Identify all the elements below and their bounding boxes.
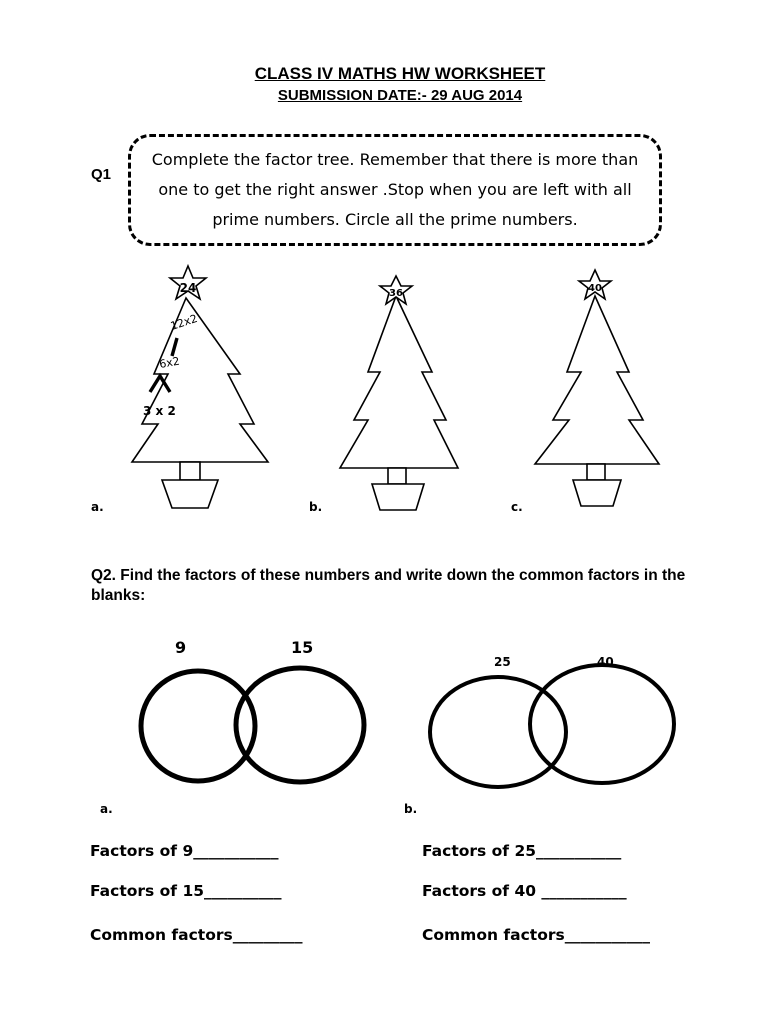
tree-c-pot (573, 480, 621, 506)
tree-c-body (535, 296, 659, 464)
venn-a-right-number: 15 (291, 638, 314, 657)
star-number-a: 24 (179, 281, 197, 295)
venn-diagram-a (130, 660, 380, 800)
venn-label-a: a. (100, 802, 113, 816)
tree-b-body (340, 296, 458, 468)
tree-a-body (132, 298, 268, 462)
venn-label-b: b. (404, 802, 418, 816)
common-factors-a-line: Common factors_________ (90, 926, 303, 944)
worksheet-title: CLASS IV MATHS HW WORKSHEET (254, 64, 546, 83)
tree-a-trunk (180, 462, 200, 480)
venn-a-left-number: 9 (175, 638, 187, 657)
factors-of-25-line: Factors of 25___________ (422, 842, 622, 860)
tree-a-pot (162, 480, 218, 508)
venn-b-right-number: 40 (597, 655, 614, 669)
christmas-tree-a (100, 258, 280, 518)
work-12x2: 12x2 (168, 311, 200, 333)
christmas-tree-b (326, 268, 476, 518)
tree-c-trunk (587, 464, 605, 480)
instruction-box (128, 134, 662, 246)
tree-label-b: b. (309, 500, 323, 514)
instruction-text: Complete the factor tree. Remember that there is more than one to get the right answer .Stop when you are left with all prime numbers. Circle all the prime numbers. (151, 150, 639, 229)
question-1-label: Q1 (91, 166, 112, 183)
venn-b-left-circle (430, 677, 566, 787)
factors-of-9-line: Factors of 9___________ (90, 842, 279, 860)
question-2-prompt: Q2. Find the factors of these numbers and write down the common factors in the blanks: (91, 567, 686, 604)
work-3x2: 3 x 2 (143, 404, 176, 418)
venn-b-right-circle (530, 665, 674, 783)
work-6x2: 6x2 (158, 354, 181, 371)
tree-b-trunk (388, 468, 406, 484)
venn-diagram-b (420, 668, 700, 798)
christmas-tree-c (525, 262, 675, 518)
tree-label-c: c. (511, 500, 523, 514)
factors-of-15-line: Factors of 15__________ (90, 882, 282, 900)
factors-of-40-line: Factors of 40 ___________ (422, 882, 627, 900)
tree-b-pot (372, 484, 424, 510)
tree-label-a: a. (91, 500, 104, 514)
venn-b-left-number: 25 (494, 655, 511, 669)
common-factors-b-line: Common factors___________ (422, 926, 650, 944)
submission-date: SUBMISSION DATE:- 29 AUG 2014 (277, 87, 523, 104)
star-number-c: 40 (588, 283, 602, 294)
star-number-b: 36 (389, 288, 403, 299)
